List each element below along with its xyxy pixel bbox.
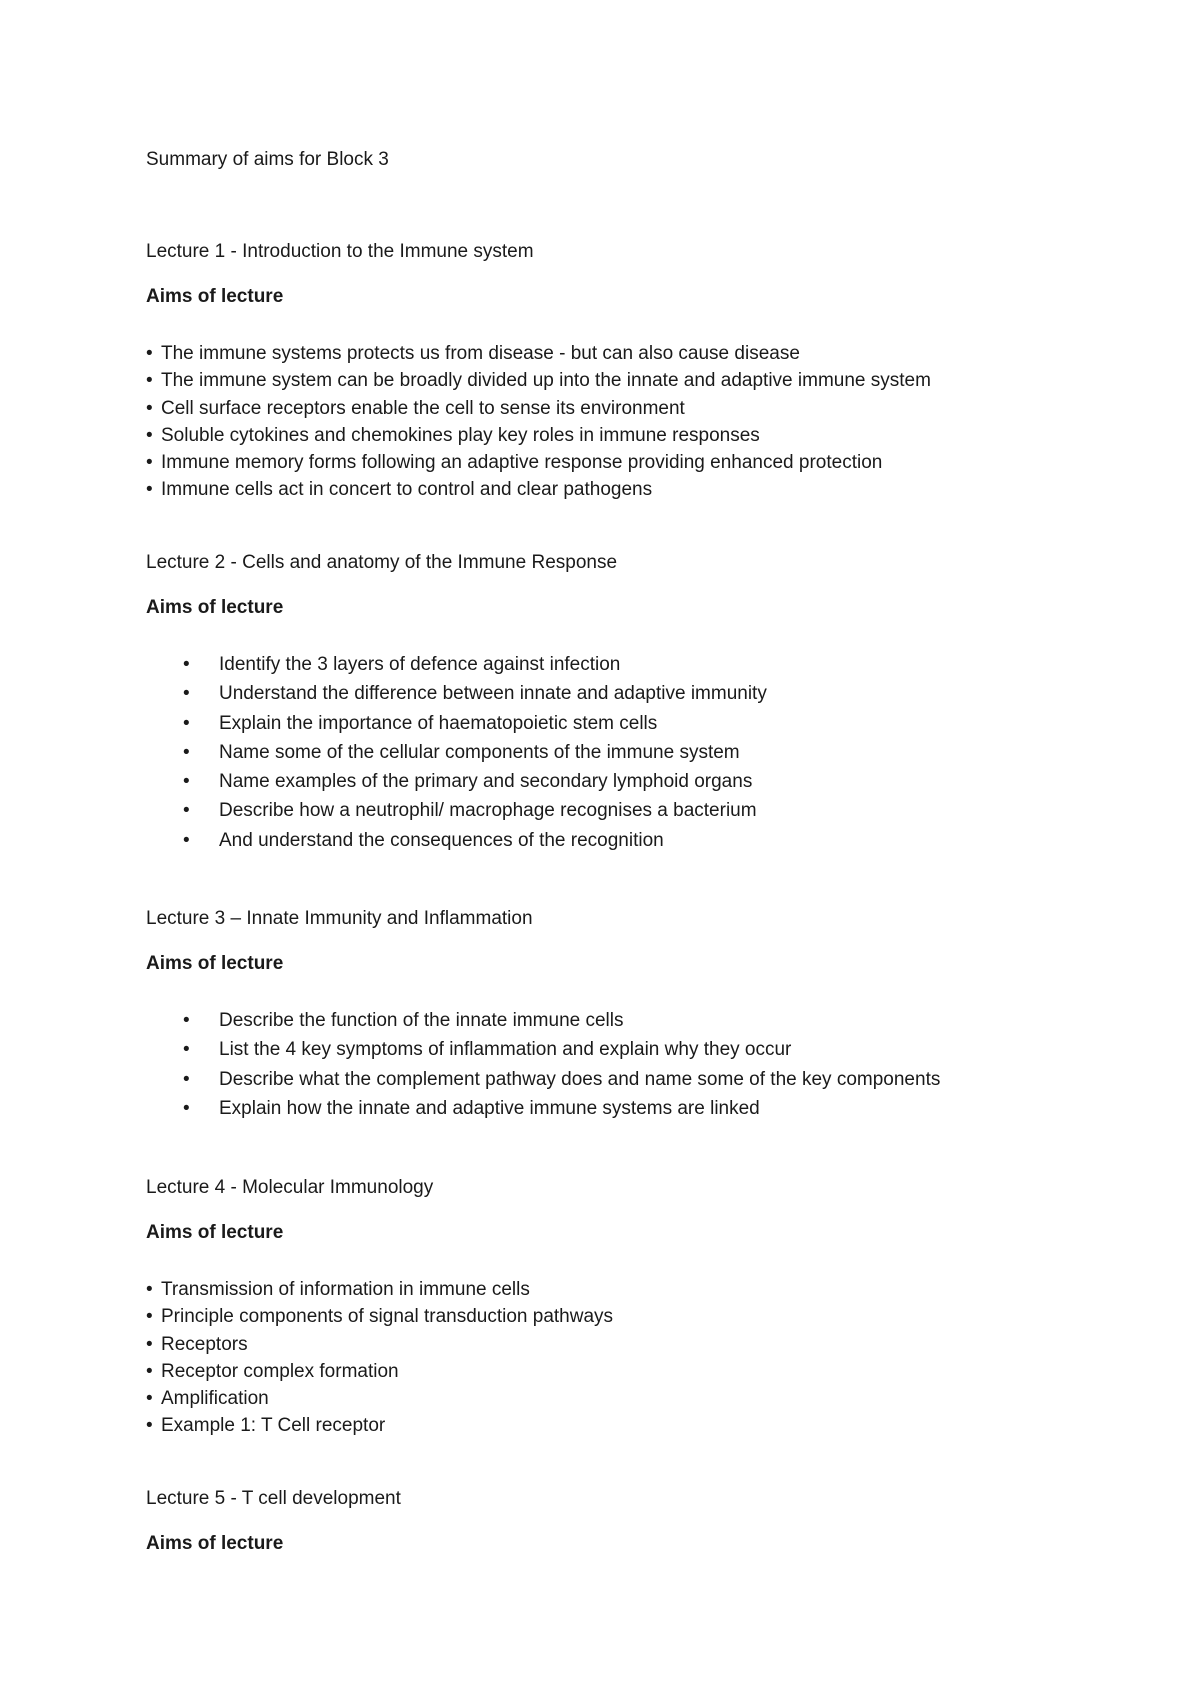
bullet-icon: • [183, 654, 190, 675]
bullet-icon: • [146, 1360, 153, 1382]
list-item [146, 422, 1146, 449]
list-item [146, 367, 1146, 394]
bullet-icon: • [146, 452, 153, 474]
list-item-text: List the 4 key symptoms of inflammation and explain why they occur [219, 1039, 792, 1061]
list-item [146, 340, 1146, 367]
list-item [146, 709, 1146, 738]
list-item [146, 1385, 1146, 1412]
bullet-icon: • [146, 1388, 153, 1410]
bullet-icon: • [183, 1039, 190, 1061]
bullet-icon: • [146, 1415, 153, 1437]
list-item-text: Name some of the cellular components of the immune system [219, 741, 740, 763]
lecture-2-section [146, 551, 1146, 855]
list-item-text: Soluble cytokines and chemokines play key roles in immune responses [161, 424, 760, 446]
bullet-icon: • [146, 1333, 153, 1355]
bullet-icon: • [146, 479, 153, 501]
lecture-heading: Lecture 1 - Introduction to the Immune system [146, 241, 534, 262]
list-item [146, 449, 1146, 476]
list-item-text: Understand the difference between innate and adaptive immunity [219, 683, 767, 705]
list-item-text: Principle components of signal transduction pathways [161, 1306, 614, 1328]
lecture-heading: Lecture 3 – Innate Immunity and Inflammation [146, 908, 533, 929]
bullet-icon: • [183, 712, 190, 734]
lecture-5-section [146, 1487, 1146, 1556]
list-item [146, 1358, 1146, 1385]
bullet-icon: • [183, 1097, 190, 1119]
list-item-text: The immune system can be broadly divided up into the innate and adaptive immune system [161, 370, 931, 392]
list-item [146, 476, 1146, 503]
lecture-heading: Lecture 4 - Molecular Immunology [146, 1177, 434, 1198]
list-item-text: Immune memory forms following an adaptive response providing enhanced protection [161, 452, 883, 474]
lecture-heading: Lecture 5 - T cell development [146, 1488, 401, 1509]
list-item [146, 796, 1146, 825]
lecture-1-section [146, 240, 1146, 504]
aims-heading: Aims of lecture [146, 286, 284, 307]
list-item [146, 826, 1146, 855]
list-item-text: The immune systems protects us from disease - but can also cause disease [161, 343, 800, 364]
list-item-text: Cell surface receptors enable the cell to sense its environment [161, 397, 685, 419]
bullet-icon: • [146, 343, 153, 364]
list-item [146, 1006, 1146, 1035]
bullet-icon: • [183, 683, 190, 705]
bullet-icon: • [146, 1306, 153, 1328]
bullet-icon: • [183, 829, 190, 851]
list-item [146, 738, 1146, 767]
list-item-text: Name examples of the primary and secondary lymphoid organs [219, 771, 753, 793]
list-item [146, 1065, 1146, 1094]
bullet-icon: • [183, 1010, 190, 1031]
bullet-icon: • [146, 397, 153, 419]
aims-list [146, 650, 1146, 855]
lecture-3-section [146, 907, 1146, 1123]
list-item-text: Explain how the innate and adaptive immune systems are linked [219, 1097, 760, 1119]
list-item [146, 1276, 1146, 1303]
list-item [146, 1094, 1146, 1123]
aims-heading: Aims of lecture [146, 953, 284, 974]
bullet-icon: • [146, 424, 153, 446]
bullet-icon: • [183, 800, 190, 822]
list-item-text: Example 1: T Cell receptor [161, 1415, 386, 1437]
list-item-text: Immune cells act in concert to control and clear pathogens [161, 479, 653, 501]
list-item [146, 1035, 1146, 1064]
aims-heading: Aims of lecture [146, 1222, 284, 1243]
list-item-text: Receptor complex formation [161, 1360, 399, 1382]
list-item-text: Amplification [161, 1388, 269, 1410]
aims-heading: Aims of lecture [146, 1533, 284, 1554]
list-item [146, 767, 1146, 796]
aims-list [146, 340, 1146, 504]
list-item [146, 395, 1146, 422]
bullet-icon: • [183, 741, 190, 763]
aims-list [146, 1006, 1146, 1123]
aims-list [146, 1276, 1146, 1440]
lecture-heading: Lecture 2 - Cells and anatomy of the Immune Response [146, 552, 618, 573]
list-item-text: Explain the importance of haematopoietic stem cells [219, 712, 658, 734]
document-title: Summary of aims for Block 3 [146, 149, 389, 170]
lecture-4-section [146, 1176, 1146, 1440]
list-item [146, 1412, 1146, 1439]
list-item [146, 1331, 1146, 1358]
list-item-text: Describe the function of the innate immune cells [219, 1010, 624, 1031]
list-item-text: Describe how a neutrophil/ macrophage recognises a bacterium [219, 800, 757, 822]
bullet-icon: • [183, 771, 190, 793]
aims-heading: Aims of lecture [146, 597, 284, 618]
list-item-text: Transmission of information in immune cells [161, 1279, 530, 1300]
list-item-text: Receptors [161, 1333, 248, 1355]
list-item-text: Identify the 3 layers of defence against infection [219, 654, 621, 675]
bullet-icon: • [146, 370, 153, 392]
list-item [146, 650, 1146, 679]
list-item-text: Describe what the complement pathway does and name some of the key components [219, 1068, 941, 1090]
list-item [146, 679, 1146, 708]
list-item-text: And understand the consequences of the recognition [219, 829, 664, 851]
bullet-icon: • [183, 1068, 190, 1090]
bullet-icon: • [146, 1279, 153, 1300]
list-item [146, 1303, 1146, 1330]
